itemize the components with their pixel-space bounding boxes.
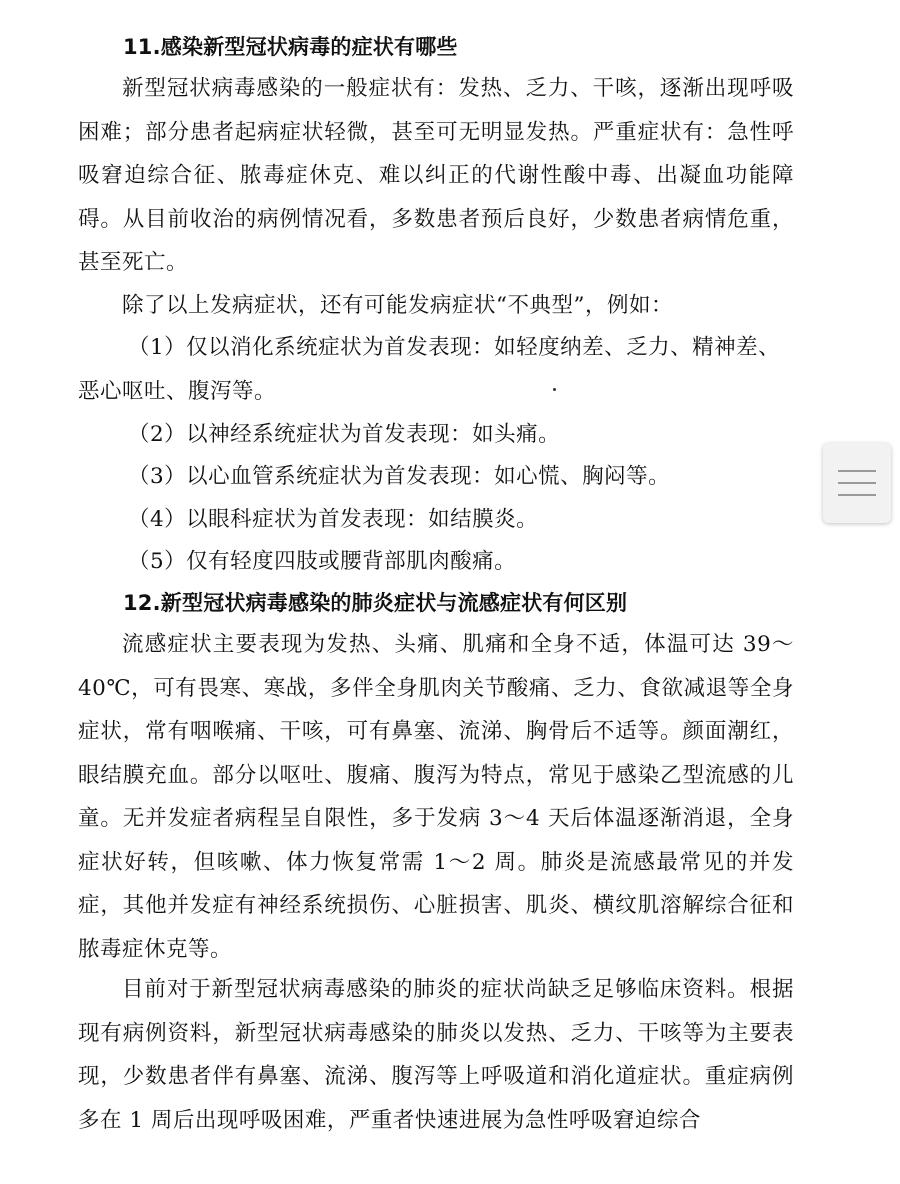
symptom-item-3: （3）以心血管系统症状为首发表现：如心慌、胸闷等。: [128, 464, 671, 489]
section-11-heading: 11.感染新型冠状病毒的症状有哪些: [123, 35, 458, 59]
symptom-item-2: （2）以神经系统症状为首发表现：如头痛。: [128, 422, 561, 447]
section-12-paragraph-2: 目前对于新型冠状病毒感染的肺炎的症状尚缺乏足够临床资料。根据现有病例资料，新型冠状病毒感染的肺炎以发热、乏力、干咳等为主要表现，少数患者伴有鼻塞、流涕、腹泻等上呼吸道和消化道症状。重症病例多在 1 周后出现呼吸困难，严重者快速进展为急性呼吸窘迫综合: [78, 977, 794, 1133]
symptom-item-5: （5）仅有轻度四肢或腰背部肌肉酸痛。: [128, 549, 517, 574]
section-11-paragraph-1: 新型冠状病毒感染的一般症状有：发热、乏力、干咳，逐渐出现呼吸困难；部分患者起病症状轻微，甚至可无明显发热。严重症状有：急性呼吸窘迫综合征、脓毒症休克、难以纠正的代谢性酸中毒、出凝血功能障碍。从目前收治的病例情况看，多数患者预后良好，少数患者病情危重，甚至死亡。: [78, 76, 794, 275]
stray-dot: [553, 388, 556, 391]
symptom-item-4: （4）以眼科症状为首发表现：如结膜炎。: [128, 507, 539, 532]
symptom-item-1: （1）仅以消化系统症状为首发表现：如轻度纳差、乏力、精神差、恶心呕吐、腹泻等。: [78, 335, 781, 404]
section-11-paragraph-2: 除了以上发病症状，还有可能发病症状“不典型”，例如：: [122, 293, 673, 318]
section-12-heading: 12.新型冠状病毒感染的肺炎症状与流感症状有何区别: [123, 591, 628, 615]
section-12-paragraph-1: 流感症状主要表现为发热、头痛、肌痛和全身不适，体温可达 39～40℃，可有畏寒、寒战，多伴全身肌肉关节酸痛、乏力、食欲减退等全身症状，常有咽喉痛、干咳，可有鼻塞、流涕、胸骨后不适等。颜面潮红，眼结膜充血。部分以呕吐、腹痛、腹泻为特点，常见于感染乙型流感的儿童。无并发症者病程呈自限性，多于发病 3～4 天后体温逐渐消退，全身症状好转，但咳嗽、体力恢复常需 1～2 周。肺炎是流感最常见的并发症，其他并发症有神经系统损伤、心脏损害、肌炎、横纹肌溶解综合征和脓毒症休克等。: [78, 632, 794, 962]
menu-button[interactable]: [823, 443, 891, 523]
